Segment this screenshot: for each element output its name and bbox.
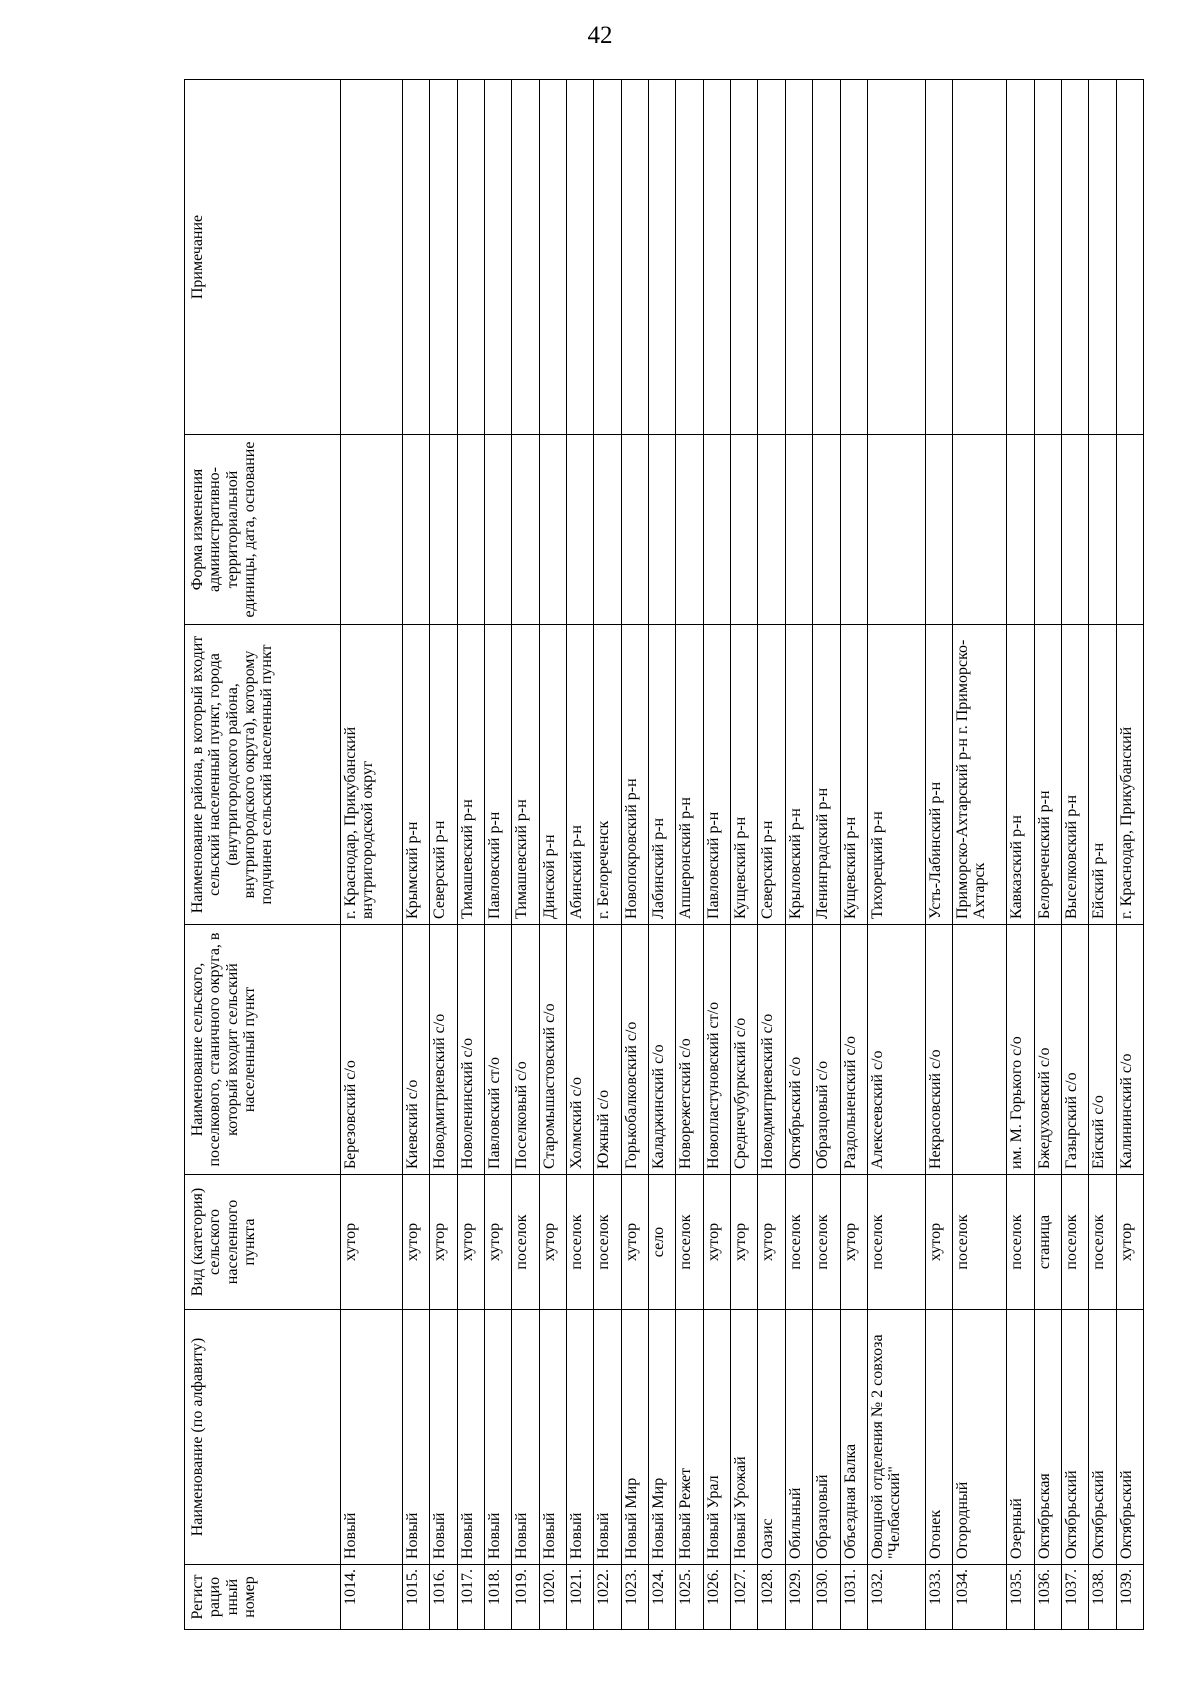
cell-okrug: Среднечубуркский с/о	[731, 925, 758, 1175]
cell-reg-number: 1036.	[1034, 1565, 1061, 1630]
cell-note	[1116, 80, 1143, 435]
cell-reg-number: 1024.	[649, 1565, 676, 1630]
cell-change-form	[731, 435, 758, 625]
cell-note	[1061, 80, 1088, 435]
table-row	[512, 80, 539, 1630]
cell-name: Новый	[539, 1310, 566, 1565]
cell-change-form	[758, 435, 785, 625]
cell-kind: поселок	[512, 1175, 539, 1310]
cell-kind: хутор	[703, 1175, 730, 1310]
cell-reg-number: 1026.	[703, 1565, 730, 1630]
cell-kind: хутор	[457, 1175, 484, 1310]
cell-rayon: Кущевский р-н	[731, 625, 758, 925]
cell-rayon: Ейский р-н	[1089, 625, 1116, 925]
cell-name: Оазис	[758, 1310, 785, 1565]
table-row	[1089, 80, 1116, 1630]
cell-okrug: Южный с/о	[594, 925, 621, 1175]
page-number: 42	[587, 22, 613, 49]
cell-kind: хутор	[621, 1175, 648, 1310]
cell-name: Озерный	[1007, 1310, 1034, 1565]
cell-note	[840, 80, 867, 435]
cell-change-form	[457, 435, 484, 625]
cell-okrug: Газырский с/о	[1061, 925, 1088, 1175]
cell-okrug: Новопластуновский ст/о	[703, 925, 730, 1175]
header-note: Примечание	[185, 80, 341, 435]
cell-change-form	[539, 435, 566, 625]
table-row	[840, 80, 867, 1630]
cell-okrug: Березовский с/о	[341, 925, 403, 1175]
cell-name: Объездная Балка	[840, 1310, 867, 1565]
table-row	[925, 80, 952, 1630]
cell-note	[953, 80, 1007, 435]
cell-rayon: Абинский р-н	[567, 625, 594, 925]
cell-note	[1034, 80, 1061, 435]
cell-name: Новый Мир	[621, 1310, 648, 1565]
cell-name: Новый	[403, 1310, 430, 1565]
cell-okrug: Новодмитриевский с/о	[758, 925, 785, 1175]
cell-note	[457, 80, 484, 435]
table-row	[813, 80, 840, 1630]
cell-rayon: Северский р-н	[758, 625, 785, 925]
cell-change-form	[512, 435, 539, 625]
cell-name: Октябрьский	[1089, 1310, 1116, 1565]
cell-change-form	[813, 435, 840, 625]
cell-kind: поселок	[594, 1175, 621, 1310]
cell-note	[567, 80, 594, 435]
header-rayon: Наименование района, в который входит сельский населенный пункт, города (внутригородского района, внутригородского округа), которому подчинен сельский населенный пункт	[185, 625, 341, 925]
cell-kind: село	[649, 1175, 676, 1310]
cell-rayon: Лабинский р-н	[649, 625, 676, 925]
table-row	[403, 80, 430, 1630]
cell-rayon: г. Краснодар, Прикубанский	[1116, 625, 1143, 925]
cell-reg-number: 1033.	[925, 1565, 952, 1630]
cell-rayon: Кавказский р-н	[1007, 625, 1034, 925]
cell-reg-number: 1022.	[594, 1565, 621, 1630]
cell-change-form	[403, 435, 430, 625]
cell-change-form	[676, 435, 703, 625]
header-okrug: Наименование сельского, поселкового, станичного округа, в который входит сельский населенный пункт	[185, 925, 341, 1175]
cell-okrug: Образцовый с/о	[813, 925, 840, 1175]
cell-note	[621, 80, 648, 435]
table-row	[430, 80, 457, 1630]
cell-rayon: Кущевский р-н	[840, 625, 867, 925]
cell-note	[1089, 80, 1116, 435]
table-row	[867, 80, 925, 1630]
header-change-form: Форма изменения административно-территориальной единицы, дата, основание	[185, 435, 341, 625]
cell-reg-number: 1034.	[953, 1565, 1007, 1630]
cell-kind: поселок	[813, 1175, 840, 1310]
cell-change-form	[649, 435, 676, 625]
table-body	[341, 80, 1144, 1630]
cell-note	[430, 80, 457, 435]
cell-change-form	[1061, 435, 1088, 625]
cell-name: Новый	[341, 1310, 403, 1565]
table-row	[1061, 80, 1088, 1630]
cell-rayon: Павловский р-н	[703, 625, 730, 925]
cell-kind: поселок	[867, 1175, 925, 1310]
cell-rayon: Усть-Лабинский р-н	[925, 625, 952, 925]
cell-reg-number: 1032.	[867, 1565, 925, 1630]
cell-change-form	[925, 435, 952, 625]
cell-change-form	[1007, 435, 1034, 625]
cell-name: Обильный	[785, 1310, 812, 1565]
cell-name: Новый	[457, 1310, 484, 1565]
cell-rayon: Ленинградский р-н	[813, 625, 840, 925]
cell-okrug: Холмский с/о	[567, 925, 594, 1175]
cell-rayon: Тихорецкий р-н	[867, 625, 925, 925]
cell-name: Новый	[512, 1310, 539, 1565]
cell-note	[785, 80, 812, 435]
cell-rayon: Динской р-н	[539, 625, 566, 925]
cell-change-form	[1034, 435, 1061, 625]
cell-rayon: г. Краснодар, Прикубанский внутригородской округ	[341, 625, 403, 925]
cell-name: Новый	[485, 1310, 512, 1565]
cell-note	[341, 80, 403, 435]
cell-reg-number: 1018.	[485, 1565, 512, 1630]
cell-note	[813, 80, 840, 435]
cell-okrug: Калининский с/о	[1116, 925, 1143, 1175]
rotated-table-container	[184, 80, 1144, 1630]
cell-reg-number: 1016.	[430, 1565, 457, 1630]
cell-name: Новый	[594, 1310, 621, 1565]
cell-name: Октябрьский	[1061, 1310, 1088, 1565]
table-row	[539, 80, 566, 1630]
cell-note	[731, 80, 758, 435]
cell-reg-number: 1014.	[341, 1565, 403, 1630]
cell-okrug: Раздольненский с/о	[840, 925, 867, 1175]
cell-kind: хутор	[758, 1175, 785, 1310]
cell-rayon: Тимашевский р-н	[512, 625, 539, 925]
table-row	[758, 80, 785, 1630]
cell-okrug: им. М. Горького с/о	[1007, 925, 1034, 1175]
cell-change-form	[594, 435, 621, 625]
cell-reg-number: 1031.	[840, 1565, 867, 1630]
cell-name: Новый Урожай	[731, 1310, 758, 1565]
cell-change-form	[341, 435, 403, 625]
header-name: Наименование (по алфавиту)	[185, 1310, 341, 1565]
cell-okrug: Каладжинский с/о	[649, 925, 676, 1175]
cell-kind: поселок	[1089, 1175, 1116, 1310]
table-row	[676, 80, 703, 1630]
cell-rayon: Новопокровский р-н	[621, 625, 648, 925]
cell-okrug: Ейский с/о	[1089, 925, 1116, 1175]
cell-rayon: Павловский р-н	[485, 625, 512, 925]
cell-okrug: Старомышастовский с/о	[539, 925, 566, 1175]
cell-change-form	[703, 435, 730, 625]
cell-name: Новый	[567, 1310, 594, 1565]
cell-change-form	[953, 435, 1007, 625]
table-header-row	[185, 80, 341, 1630]
cell-okrug: Павловский ст/о	[485, 925, 512, 1175]
table-row	[785, 80, 812, 1630]
cell-okrug: Новодмитриевский с/о	[430, 925, 457, 1175]
cell-okrug: Поселковый с/о	[512, 925, 539, 1175]
cell-name: Овощной отделения № 2 совхоза "Челбасский"	[867, 1310, 925, 1565]
cell-kind: хутор	[485, 1175, 512, 1310]
cell-kind: поселок	[1061, 1175, 1088, 1310]
cell-kind: поселок	[567, 1175, 594, 1310]
cell-rayon: Приморско-Ахтарский р-н г. Приморско-Ахтарск	[953, 625, 1007, 925]
cell-okrug	[953, 925, 1007, 1175]
cell-name: Октябрьская	[1034, 1310, 1061, 1565]
cell-note	[485, 80, 512, 435]
cell-rayon: Крыловский р-н	[785, 625, 812, 925]
cell-rayon: г. Белореченск	[594, 625, 621, 925]
cell-rayon: Тимашевский р-н	[457, 625, 484, 925]
cell-name: Новый	[430, 1310, 457, 1565]
table-row	[341, 80, 403, 1630]
table-row	[1007, 80, 1034, 1630]
cell-okrug: Некрасовский с/о	[925, 925, 952, 1175]
cell-name: Новый Урал	[703, 1310, 730, 1565]
cell-reg-number: 1023.	[621, 1565, 648, 1630]
cell-note	[676, 80, 703, 435]
cell-kind: поселок	[953, 1175, 1007, 1310]
cell-note	[758, 80, 785, 435]
table-row	[457, 80, 484, 1630]
cell-note	[403, 80, 430, 435]
cell-kind: хутор	[341, 1175, 403, 1310]
header-reg-number: Регист рацио нный номер	[185, 1565, 341, 1630]
cell-reg-number: 1015.	[403, 1565, 430, 1630]
cell-name: Огородный	[953, 1310, 1007, 1565]
table-row	[953, 80, 1007, 1630]
cell-change-form	[1089, 435, 1116, 625]
cell-okrug: Октябрьский с/о	[785, 925, 812, 1175]
cell-rayon: Апшеронский р-н	[676, 625, 703, 925]
cell-kind: поселок	[676, 1175, 703, 1310]
cell-rayon: Крымский р-н	[403, 625, 430, 925]
table-row	[1034, 80, 1061, 1630]
cell-note	[703, 80, 730, 435]
cell-change-form	[1116, 435, 1143, 625]
cell-okrug: Бжедуховский с/о	[1034, 925, 1061, 1175]
table-row	[649, 80, 676, 1630]
cell-note	[512, 80, 539, 435]
cell-kind: хутор	[840, 1175, 867, 1310]
cell-name: Октябрьский	[1116, 1310, 1143, 1565]
cell-reg-number: 1039.	[1116, 1565, 1143, 1630]
cell-change-form	[621, 435, 648, 625]
cell-reg-number: 1029.	[785, 1565, 812, 1630]
cell-rayon: Северский р-н	[430, 625, 457, 925]
table-row	[485, 80, 512, 1630]
cell-okrug: Новоленинский с/о	[457, 925, 484, 1175]
cell-kind: поселок	[1007, 1175, 1034, 1310]
cell-reg-number: 1028.	[758, 1565, 785, 1630]
cell-okrug: Киевский с/о	[403, 925, 430, 1175]
cell-reg-number: 1017.	[457, 1565, 484, 1630]
cell-name: Новый Режет	[676, 1310, 703, 1565]
cell-change-form	[840, 435, 867, 625]
cell-kind: станица	[1034, 1175, 1061, 1310]
table-row	[731, 80, 758, 1630]
cell-kind: хутор	[1116, 1175, 1143, 1310]
cell-reg-number: 1020.	[539, 1565, 566, 1630]
cell-note	[925, 80, 952, 435]
cell-rayon: Белореченский р-н	[1034, 625, 1061, 925]
table-row	[703, 80, 730, 1630]
table-row	[594, 80, 621, 1630]
cell-kind: хутор	[403, 1175, 430, 1310]
cell-note	[1007, 80, 1034, 435]
cell-reg-number: 1025.	[676, 1565, 703, 1630]
cell-name: Образцовый	[813, 1310, 840, 1565]
cell-kind: хутор	[539, 1175, 566, 1310]
cell-change-form	[430, 435, 457, 625]
cell-reg-number: 1019.	[512, 1565, 539, 1630]
table-row	[1116, 80, 1143, 1630]
table-row	[621, 80, 648, 1630]
cell-change-form	[485, 435, 512, 625]
cell-reg-number: 1030.	[813, 1565, 840, 1630]
cell-kind: хутор	[731, 1175, 758, 1310]
cell-change-form	[567, 435, 594, 625]
settlement-registry-table	[184, 79, 1144, 1630]
cell-reg-number: 1027.	[731, 1565, 758, 1630]
cell-reg-number: 1035.	[1007, 1565, 1034, 1630]
cell-reg-number: 1038.	[1089, 1565, 1116, 1630]
cell-rayon: Выселковский р-н	[1061, 625, 1088, 925]
cell-note	[539, 80, 566, 435]
cell-change-form	[867, 435, 925, 625]
cell-reg-number: 1037.	[1061, 1565, 1088, 1630]
cell-note	[594, 80, 621, 435]
cell-reg-number: 1021.	[567, 1565, 594, 1630]
cell-kind: поселок	[785, 1175, 812, 1310]
cell-note	[649, 80, 676, 435]
cell-kind: хутор	[430, 1175, 457, 1310]
cell-change-form	[785, 435, 812, 625]
table-row	[567, 80, 594, 1630]
cell-okrug: Горькобалковский с/о	[621, 925, 648, 1175]
cell-okrug: Алексеевский с/о	[867, 925, 925, 1175]
cell-note	[867, 80, 925, 435]
cell-okrug: Новорежетский с/о	[676, 925, 703, 1175]
header-kind: Вид (категория) сельского населенного пункта	[185, 1175, 341, 1310]
cell-kind: хутор	[925, 1175, 952, 1310]
cell-name: Новый Мир	[649, 1310, 676, 1565]
cell-name: Огонек	[925, 1310, 952, 1565]
